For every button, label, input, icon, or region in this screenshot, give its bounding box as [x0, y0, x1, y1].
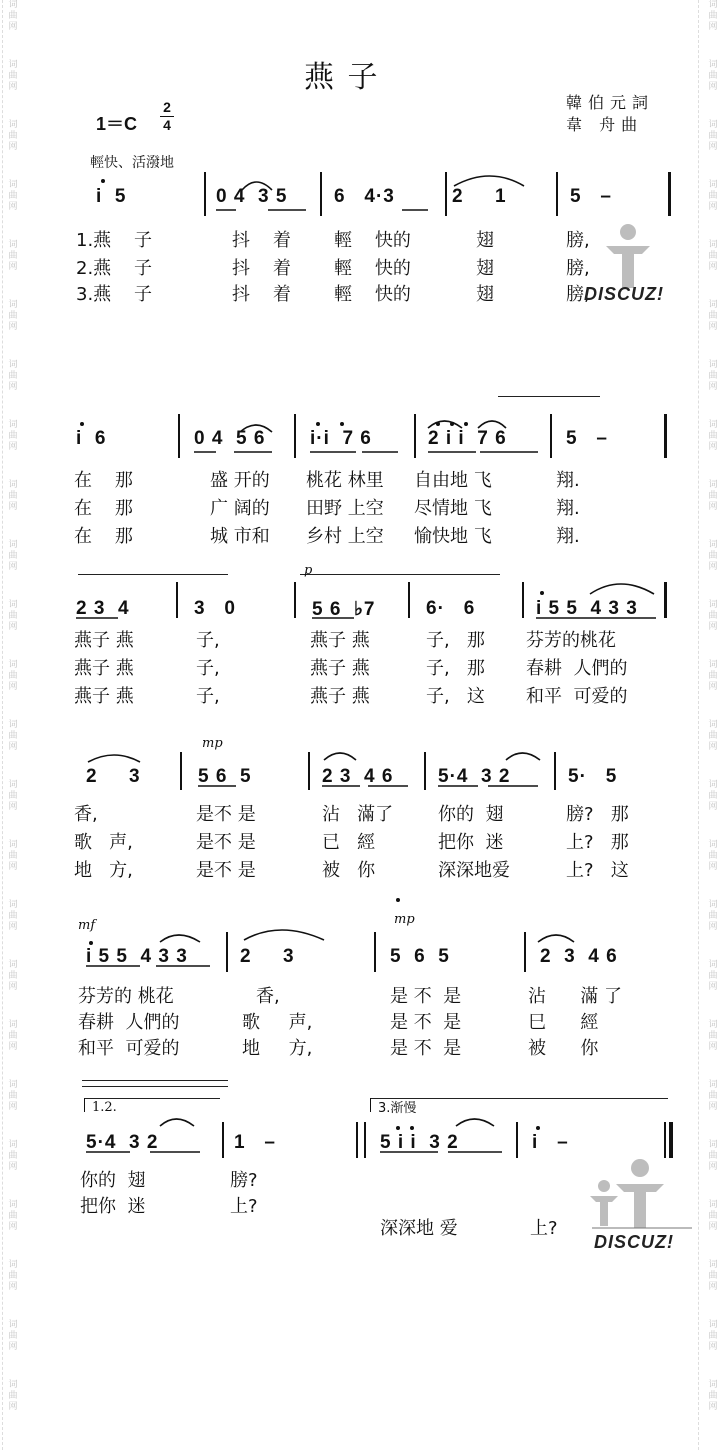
measure-3-5: i 5 5 4 3 3 — [536, 598, 638, 619]
lyric-1-3-3: 輕 快的 — [334, 284, 411, 305]
lyric-4-3-3: 被 你 — [322, 860, 376, 881]
lyric-2-1-4: 自由地 飞 — [414, 470, 492, 491]
side-mark: 词 曲 网 — [708, 0, 718, 32]
lyric-4-1-3: 沾 滿了 — [322, 804, 394, 825]
side-mark: 词 曲 网 — [708, 1260, 718, 1292]
side-mark: 词 曲 网 — [708, 300, 718, 332]
side-mark: 词 曲 网 — [8, 720, 18, 752]
lyric-1-3-2: 抖 着 — [232, 284, 291, 305]
measure-4-5: 5· 5 — [568, 766, 618, 787]
lyric-5-2-3: 是 不 是 — [390, 1012, 462, 1033]
dynamic-mf: mf — [78, 918, 96, 933]
lyric-2-3-5: 翔. — [556, 526, 580, 547]
lyric-5-1-2: 香, — [256, 986, 280, 1007]
time-signature-top: 2 — [163, 99, 171, 115]
measure-5-1: i 5 5 4 3 3 — [86, 946, 188, 967]
side-mark: 词 曲 网 — [8, 1200, 18, 1232]
slur — [428, 421, 462, 428]
lyric-1-3-5: 膀, — [566, 284, 590, 305]
side-mark: 词 曲 网 — [8, 840, 18, 872]
lyric-2-3-3: 乡村 上空 — [306, 526, 384, 547]
side-mark: 词 曲 网 — [8, 1320, 18, 1352]
lyric-4-2-5: 上? 那 — [566, 832, 629, 853]
slur — [590, 584, 654, 594]
side-mark: 词 曲 网 — [8, 600, 18, 632]
side-mark: 词 曲 网 — [708, 720, 718, 752]
measure-1-5: 5 – — [570, 186, 612, 207]
lyric-2-3-4: 愉快地 飞 — [414, 526, 492, 547]
slur — [454, 176, 524, 186]
measure-2-2: 0 4 5 6 — [194, 428, 266, 449]
song-title: 燕 子 — [304, 60, 380, 95]
tempo-marking: 輕快、活潑地 — [90, 155, 174, 171]
measure-3-1: 2 3 4 — [76, 598, 130, 619]
measure-4-1: 2 3 — [86, 766, 141, 787]
side-mark: 词 曲 网 — [708, 900, 718, 932]
time-signature-bottom: 4 — [163, 117, 171, 133]
side-mark: 词 曲 网 — [8, 960, 18, 992]
lyric-1-2-3: 輕 快的 — [334, 258, 411, 279]
slur — [242, 182, 272, 190]
lyric-1-1-2: 抖 着 — [232, 230, 291, 251]
measure-5-4: 2 3 4 6 — [540, 946, 618, 967]
side-mark: 词 曲 网 — [708, 60, 718, 92]
lyric-2-2-4: 尽情地 飞 — [414, 498, 492, 519]
measure-1-3: 6 4·3 — [334, 186, 395, 207]
dynamic-mp-2: mp — [394, 912, 415, 927]
lyric-4-2-1: 歌 声, — [74, 832, 133, 853]
lyric-3-3-2: 子, — [196, 686, 220, 707]
lyric-4-2-4: 把你 迷 — [438, 832, 504, 853]
side-mark: 词 曲 网 — [8, 300, 18, 332]
side-mark: 词 曲 网 — [708, 540, 718, 572]
measure-4-4: 5·4 3 2 — [438, 766, 511, 787]
lyric-5-3-1: 和平 可爱的 — [78, 1038, 180, 1059]
measure-4-2: 5 6 5 — [198, 766, 252, 787]
volta-1-2: 1.2. — [92, 1100, 117, 1115]
side-mark: 词 曲 网 — [8, 360, 18, 392]
lyric-2-2-2: 广 阔的 — [210, 498, 270, 519]
measure-3-3: 5 6 ♭7 — [312, 599, 376, 620]
measure-3-2: 3 0 — [194, 598, 236, 619]
lyric-1-2-2: 抖 着 — [232, 258, 291, 279]
lyric-2-2-5: 翔. — [556, 498, 580, 519]
lyric-5-3-3: 是 不 是 — [390, 1038, 462, 1059]
side-mark: 词 曲 网 — [8, 420, 18, 452]
lyric-2-1-3: 桃花 林里 — [306, 470, 384, 491]
lyric-2-3-2: 城 市和 — [210, 526, 270, 547]
lyric-5-3-4: 被 你 — [528, 1038, 599, 1059]
slur — [538, 935, 574, 942]
watermark-discuz-1: DISCUZ! — [584, 284, 664, 304]
measure-2-4: 2 i i 7 6 — [428, 428, 507, 449]
slur — [506, 753, 540, 760]
composer-credit: 韋 舟曲 — [566, 115, 644, 134]
lyric-3-3-4: 子, 这 — [426, 686, 485, 707]
lyric-3-1-2: 子, — [196, 630, 220, 651]
lyric-4-3-4: 深深地爱 — [438, 860, 510, 881]
side-mark: 词 曲 网 — [8, 480, 18, 512]
side-mark: 词 曲 网 — [8, 1380, 18, 1412]
side-mark: 词 曲 网 — [8, 780, 18, 812]
lyric-5-2-4: 巳 經 — [528, 1012, 599, 1033]
lyric-2-2-1: 在 那 — [74, 498, 133, 519]
side-mark: 词 曲 网 — [8, 660, 18, 692]
lyric-2-3-1: 在 那 — [74, 526, 133, 547]
measure-6-4: i – — [532, 1132, 569, 1153]
side-mark: 词 曲 网 — [8, 540, 18, 572]
slur — [456, 1119, 494, 1126]
slur — [88, 755, 140, 762]
lyric-3-2-5: 春耕 人們的 — [526, 658, 628, 679]
lyric-3-1-4: 子, 那 — [426, 630, 485, 651]
lyric-1-2-4: 翅 — [476, 258, 494, 279]
lyric-3-3-5: 和平 可爱的 — [526, 686, 628, 707]
key-signature: 1＝C — [96, 114, 138, 134]
side-mark: 词 曲 网 — [8, 1260, 18, 1292]
watermark-logo-1 — [606, 224, 650, 288]
slur — [324, 753, 356, 760]
lyric-3-2-3: 燕子 燕 — [310, 658, 370, 679]
lyric-4-3-5: 上? 这 — [566, 860, 629, 881]
lyric-4-2-3: 已 經 — [322, 832, 376, 853]
side-mark: 词 曲 网 — [8, 240, 18, 272]
side-mark: 词 曲 网 — [708, 1200, 718, 1232]
measure-5-3: 5 6 5 — [390, 946, 450, 967]
lyric-3-3-1: 燕子 燕 — [74, 686, 134, 707]
side-mark: 词 曲 网 — [708, 1080, 718, 1112]
lyric-6-1-1: 你的 翅 — [80, 1170, 146, 1191]
side-mark: 词 曲 网 — [708, 1140, 718, 1172]
slur — [160, 935, 200, 942]
lyricist-credit: 韓伯元詞 — [566, 93, 655, 112]
measure-4-3: 2 3 4 6 — [322, 766, 394, 787]
lyric-4-3-1: 地 方, — [74, 860, 133, 881]
lyric-1-1-3: 輕 快的 — [334, 230, 411, 251]
lyric-4-1-5: 膀? 那 — [566, 804, 629, 825]
slur — [240, 425, 272, 432]
side-mark: 词 曲 网 — [8, 1020, 18, 1052]
lyric-6-1-2: 膀? — [230, 1170, 258, 1191]
measure-6-3: 5 i i 3 2 — [380, 1132, 459, 1153]
side-mark: 词 曲 网 — [708, 600, 718, 632]
measure-1-2: 0 4 3 5 — [216, 186, 288, 207]
lyric-2-1-2: 盛 开的 — [210, 470, 270, 491]
lyric-3-3-3: 燕子 燕 — [310, 686, 370, 707]
lyric-2-1-1: 在 那 — [74, 470, 133, 491]
lyric-1-2-1: 2.燕 子 — [76, 258, 153, 279]
side-mark: 词 曲 网 — [708, 180, 718, 212]
measure-5-2: 2 3 — [240, 946, 295, 967]
dynamic-mp: mp — [202, 736, 223, 751]
dynamic-p: p — [304, 563, 313, 578]
lyric-4-1-4: 你的 翅 — [438, 804, 504, 825]
lyric-2-1-5: 翔. — [556, 470, 580, 491]
measure-3-4: 6· 6 — [426, 598, 476, 619]
lyric-4-1-2: 是不 是 — [196, 804, 256, 825]
lyric-5-1-4: 沾 滿 了 — [528, 986, 623, 1007]
lyric-4-1-1: 香, — [74, 804, 98, 825]
lyric-3-2-4: 子, 那 — [426, 658, 485, 679]
lyric-3-1-5: 芬芳的桃花 — [526, 630, 616, 651]
side-mark: 词 曲 网 — [708, 360, 718, 392]
watermark-discuz-2: DISCUZ! — [594, 1232, 674, 1252]
side-mark: 词 曲 网 — [708, 1380, 718, 1412]
side-mark: 词 曲 网 — [708, 660, 718, 692]
side-mark: 词 曲 网 — [708, 1320, 718, 1352]
lyric-1-1-5: 膀, — [566, 230, 590, 251]
slur — [244, 930, 324, 940]
lyric-3-1-1: 燕子 燕 — [74, 630, 134, 651]
side-mark: 词 曲 网 — [708, 960, 718, 992]
side-mark: 词 曲 网 — [708, 480, 718, 512]
measure-1-4: 2 1 — [452, 186, 507, 207]
side-mark: 词 曲 网 — [8, 60, 18, 92]
lyric-3-1-3: 燕子 燕 — [310, 630, 370, 651]
slur — [160, 1119, 194, 1126]
side-mark: 词 曲 网 — [708, 420, 718, 452]
lyric-4-2-2: 是不 是 — [196, 832, 256, 853]
measure-2-3: i·i 7 6 — [310, 428, 372, 449]
lyric-6-3-2: 上? — [530, 1218, 558, 1239]
measure-2-5: 5 – — [566, 428, 608, 449]
lyric-5-1-3: 是 不 是 — [390, 986, 462, 1007]
lyric-2-2-3: 田野 上空 — [306, 498, 384, 519]
side-mark: 词 曲 网 — [8, 120, 18, 152]
lyric-1-3-4: 翅 — [476, 284, 494, 305]
side-mark: 词 曲 网 — [8, 1080, 18, 1112]
lyric-4-3-2: 是不 是 — [196, 860, 256, 881]
lyric-1-2-5: 膀, — [566, 258, 590, 279]
watermark-logo-2 — [590, 1159, 664, 1228]
measure-1-1: i 5 — [96, 186, 127, 207]
measure-6-1: 5·4 3 2 — [86, 1132, 159, 1153]
side-mark: 词 曲 网 — [8, 900, 18, 932]
lyric-5-1-1: 芬芳的 桃花 — [78, 986, 174, 1007]
side-mark: 词 曲 网 — [708, 120, 718, 152]
volta-3: 3.渐慢 — [378, 1101, 417, 1116]
lyric-1-3-1: 3.燕 子 — [76, 284, 153, 305]
lyric-1-1-1: 1.燕 子 — [76, 230, 153, 251]
side-mark: 词 曲 网 — [708, 780, 718, 812]
lyric-6-2-1: 把你 迷 — [80, 1196, 146, 1217]
slur — [478, 421, 506, 428]
lyric-5-3-2: 地 方, — [242, 1038, 313, 1059]
measure-2-1: i 6 — [76, 428, 107, 449]
side-mark: 词 曲 网 — [8, 180, 18, 212]
lyric-5-2-1: 春耕 人們的 — [78, 1012, 180, 1033]
lyric-1-1-4: 翅 — [476, 230, 494, 251]
side-mark: 词 曲 网 — [708, 1020, 718, 1052]
lyric-3-2-1: 燕子 燕 — [74, 658, 134, 679]
measure-6-2: 1 – — [234, 1132, 276, 1153]
lyric-3-2-2: 子, — [196, 658, 220, 679]
side-mark: 词 曲 网 — [8, 1140, 18, 1172]
side-mark: 词 曲 网 — [708, 840, 718, 872]
lyric-6-3-1: 深深地 爱 — [380, 1218, 458, 1239]
lyric-5-2-2: 歌 声, — [242, 1012, 313, 1033]
side-mark: 词 曲 网 — [8, 0, 18, 32]
side-mark: 词 曲 网 — [708, 240, 718, 272]
lyric-6-2-2: 上? — [230, 1196, 258, 1217]
